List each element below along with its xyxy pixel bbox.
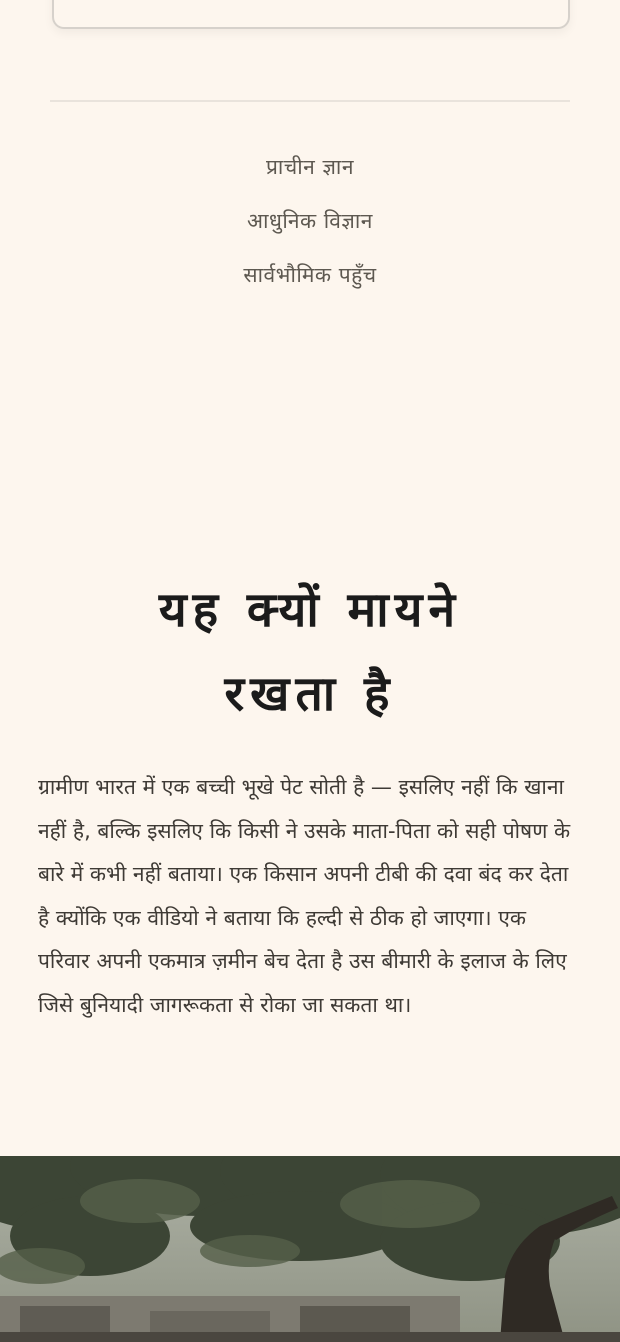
section-heading xyxy=(60,568,560,736)
card-bottom-edge xyxy=(52,0,570,29)
section-heading-line-2: रखता है xyxy=(224,666,396,722)
village-tree-photo xyxy=(0,1156,620,1342)
tagline-universal-access: सार्वभौमिक पहुँच xyxy=(243,263,377,287)
tagline-list xyxy=(0,140,620,302)
tree-photo-illustration xyxy=(0,1156,620,1342)
section-divider xyxy=(50,100,570,102)
tagline-ancient-knowledge: प्राचीन ज्ञान xyxy=(265,155,355,179)
section-heading-line-1: यह क्यों मायने xyxy=(158,582,462,638)
section-paragraph: ग्रामीण भारत में एक बच्ची भूखे पेट सोती है — इसलिए नहीं कि खाना नहीं है, बल्कि इसलिए कि किसी ने उसके माता-पिता को सही पोषण के बारे में कभी नहीं बताया। एक किसान अपनी टीबी की दवा बंद कर देता है क्योंकि एक वीडियो ने बताया कि हल्दी से ठीक हो जाएगा। एक परिवार अपनी एकमात्र ज़मीन बेच देता है उस बीमारी के इलाज के लिए जिसे बुनियादी जागरूकता से रोका जा सकता था। xyxy=(38,775,571,1017)
tagline-modern-science: आधुनिक विज्ञान xyxy=(247,209,373,233)
